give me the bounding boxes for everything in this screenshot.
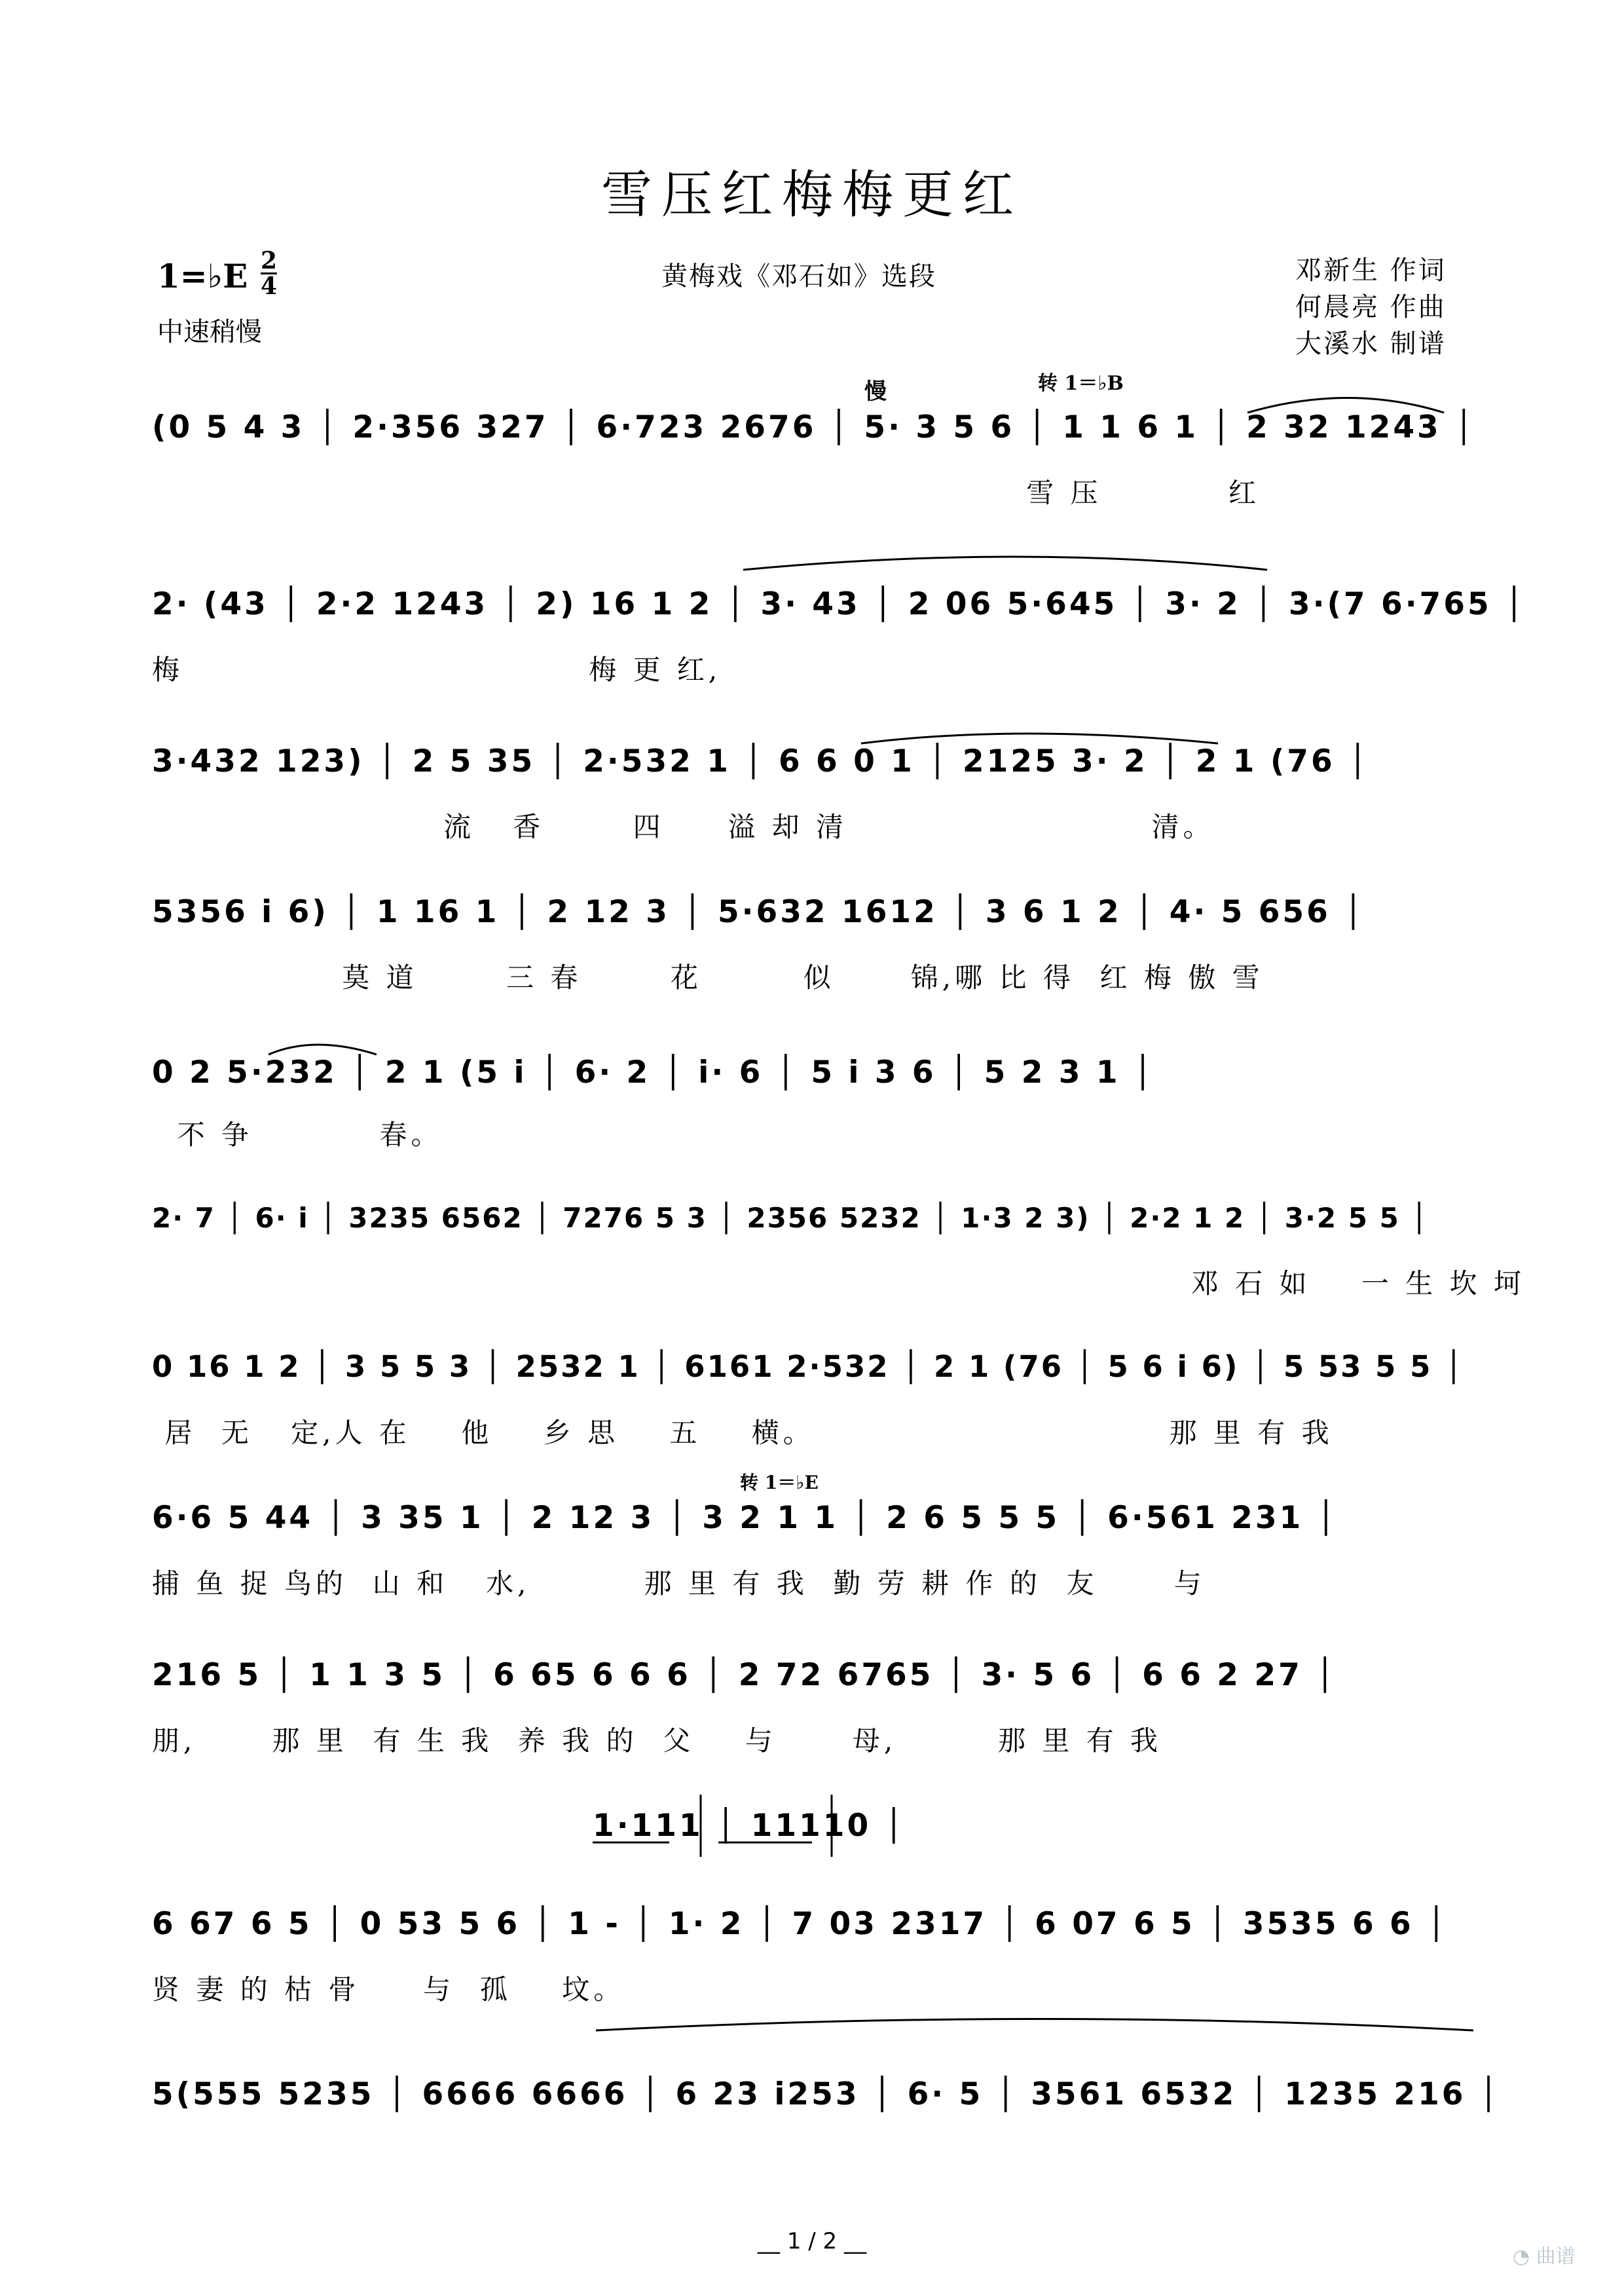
lyrics-line: 流 香 四 溢 却 清 清。	[152, 811, 1215, 843]
lyricist-credit: 邓新生 作词	[1295, 255, 1447, 286]
notation-line: 3·432 123) │ 2 5 35 │ 2·532 1 │ 6 6 0 1 │ 2125 3· 2 │ 2 1 (76 │	[152, 743, 1370, 779]
lyrics-line: 居 无 定,人 在 他 乡 思 五 横。 那 里 有 我	[152, 1417, 1333, 1449]
notation-line: 5(555 5235 │ 6666 6666 │ 6 23 i253 │ 6· 5 │ 3561 6532 │ 1235 216 │	[152, 2076, 1501, 2112]
meter-bottom: 4	[261, 272, 278, 300]
modulation-marking: 转 1＝♭E	[740, 1472, 819, 1493]
page-number: __ 1 / 2 __	[758, 2228, 866, 2254]
key-signature: 1=♭E	[157, 257, 248, 295]
lyrics-line: 贤 妻 的 枯 骨 与 孤 坟。	[152, 1973, 625, 2006]
lyrics-line: 梅 梅 更 红,	[152, 654, 722, 686]
slow-marking: 慢	[864, 379, 887, 405]
lyrics-line: 捕 鱼 捉 鸟的 山 和 水, 那 里 有 我 勤 劳 耕 作 的 友 与	[152, 1567, 1206, 1599]
notation-line: 216 5 │ 1 1 3 5 │ 6 65 6 6 6 │ 2 72 6765 │ 3· 5 6 │ 6 6 2 27 │	[152, 1657, 1337, 1693]
lyrics-line: 朋, 那 里 有 生 我 养 我 的 父 与 母, 那 里 有 我	[152, 1725, 1162, 1757]
notation-line: 2· (43 │ 2·2 1243 │ 2) 16 1 2 │ 3· 43 │ 2 06 5·645 │ 3· 2 │ 3·(7 6·765 │	[152, 586, 1526, 622]
notation-line: 6·6 5 44 │ 3 35 1 │ 2 12 3 │ 3 2 1 1 │ 2 6 5 5 5 │ 6·561 231 │	[152, 1500, 1338, 1536]
notation-line: 1·111 │ 11110 │	[593, 1808, 906, 1844]
composer-credit: 何晨亮 作曲	[1295, 292, 1447, 322]
credits	[1295, 252, 1447, 362]
lyrics-line: 不 争 春。	[152, 1119, 443, 1151]
modulation-marking: 转 1＝♭B	[1038, 372, 1124, 395]
notation-line: 0 2 5·232 │ 2 1 (5 i │ 6· 2 │ i· 6 │ 5 i 3 6 │ 5 2 3 1 │	[152, 1055, 1155, 1091]
notation-line: 5356 i 6) │ 1 16 1 │ 2 12 3 │ 5·632 1612 │ 3 6 1 2 │ 4· 5 656 │	[152, 894, 1365, 930]
meter-top: 2	[261, 247, 278, 274]
song-title: 雪压红梅梅更红	[600, 166, 1023, 225]
lyrics-line: 莫 道 三 春 花 似 锦,哪 比 得 红 梅 傲 雪	[152, 962, 1264, 994]
site-watermark: ◔ 曲谱	[1513, 2245, 1576, 2268]
tempo-marking: 中速稍慢	[157, 317, 262, 347]
notation-line: (0 5 4 3 │ 2·356 327 │ 6·723 2676 │ 5· 3 5 6 │ 1 1 6 1 │ 2 32 1243 │	[152, 409, 1476, 445]
transcriber-credit: 大溪水 制谱	[1295, 329, 1447, 359]
notation-line: 6 67 6 5 │ 0 53 5 6 │ 1 - │ 1· 2 │ 7 03 2317 │ 6 07 6 5 │ 3535 6 6 │	[152, 1906, 1449, 1942]
notation-line: 2· 7 │ 6· i │ 3235 6562 │ 7276 5 3 │ 2356 5232 │ 1·3 2 3) │ 2·2 1 2 │ 3·2 5 5 │	[152, 1202, 1429, 1234]
lyrics-line: 邓 石 如 一 生 坎 坷	[152, 1267, 1525, 1299]
song-subtitle: 黄梅戏《邓石如》选段	[661, 261, 936, 291]
time-signature	[261, 249, 277, 298]
lyrics-line: 雪 压 红	[152, 477, 1261, 509]
notation-line: 0 16 1 2 │ 3 5 5 3 │ 2532 1 │ 6161 2·532 │ 2 1 (76 │ 5 6 i 6) │ 5 53 5 5 │	[152, 1349, 1465, 1384]
